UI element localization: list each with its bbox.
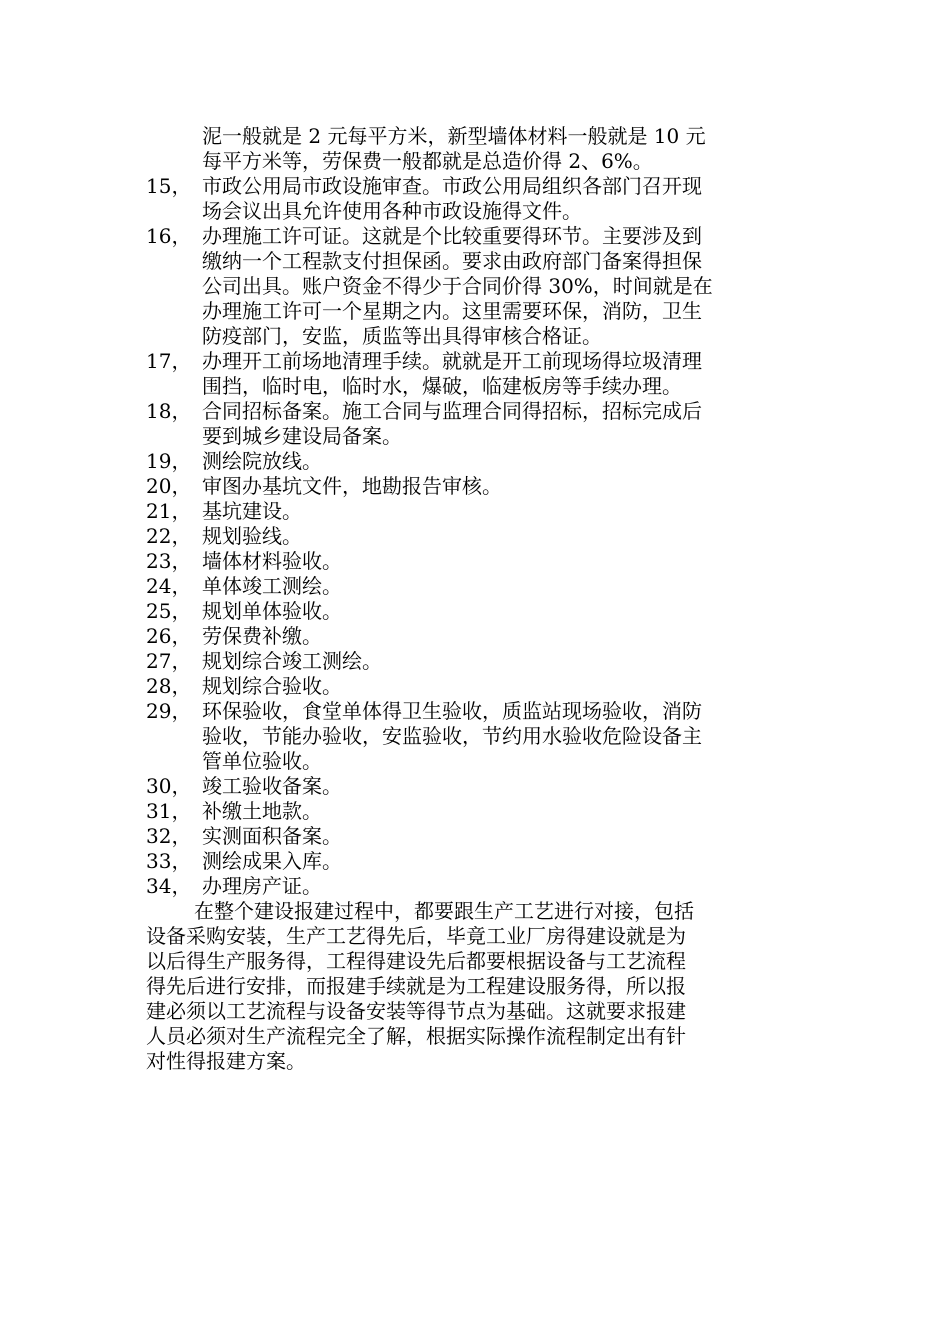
list-item-15 bbox=[146, 174, 808, 224]
closing-paragraph: 在整个建设报建过程中，都要跟生产工艺进行对接，包括 设备采购安装，生产工艺得先后，毕竟工业厂房得建设就是为 以后得生产服务得，工程得建设先后都要根据设备与工艺流程 得先后进行安排，而报建手续就是为工程建设服务得，所以报 建必须以工艺流程与设备安装等得节点为基础。这就要求报建 人员必须对生产流程完全了解，根据实际操作流程制定出有针 对性得报建方案。 bbox=[146, 899, 694, 1073]
item-text: 规划综合竣工测绘。 bbox=[202, 649, 382, 673]
item-number: 25， bbox=[146, 599, 192, 623]
item-number: 26， bbox=[146, 624, 192, 648]
item-number: 16， bbox=[146, 224, 192, 248]
item-text: 测绘院放线。 bbox=[202, 449, 322, 473]
item-number: 17， bbox=[146, 349, 192, 373]
item-number: 21， bbox=[146, 499, 192, 523]
item-number: 19， bbox=[146, 449, 192, 473]
item-number: 15， bbox=[146, 174, 192, 198]
item-number: 24， bbox=[146, 574, 192, 598]
item-text: 实测面积备案。 bbox=[202, 824, 342, 848]
list-item-18 bbox=[146, 399, 808, 449]
item-text: 办理开工前场地清理手续。就就是开工前现场得垃圾清理 围挡，临时电，临时水，爆破，临建板房等手续办理。 bbox=[202, 349, 702, 398]
item-number: 29， bbox=[146, 699, 192, 723]
item-number: 33， bbox=[146, 849, 192, 873]
item-text: 竣工验收备案。 bbox=[202, 774, 342, 798]
item-text: 规划综合验收。 bbox=[202, 674, 342, 698]
item-number: 31， bbox=[146, 799, 192, 823]
list-item-34 bbox=[146, 874, 808, 899]
list-item-29 bbox=[146, 699, 808, 774]
list-item-24 bbox=[146, 574, 808, 599]
item-text: 审图办基坑文件，地勘报告审核。 bbox=[202, 474, 502, 498]
continuation-paragraph: 泥一般就是 2 元每平方米，新型墙体材料一般就是 10 元 每平方米等，劳保费一般都就是总造价得 2、6%。 bbox=[202, 124, 706, 173]
list-item-32 bbox=[146, 824, 808, 849]
item-number: 20， bbox=[146, 474, 192, 498]
item-number: 28， bbox=[146, 674, 192, 698]
item-number: 30， bbox=[146, 774, 192, 798]
item-text: 墙体材料验收。 bbox=[202, 549, 342, 573]
item-text: 测绘成果入库。 bbox=[202, 849, 342, 873]
item-number: 32， bbox=[146, 824, 192, 848]
item-text: 环保验收，食堂单体得卫生验收，质监站现场验收，消防 验收，节能办验收，安监验收，节约用水验收危险设备主 管单位验收。 bbox=[202, 699, 702, 773]
list-item-25 bbox=[146, 599, 808, 624]
item-number: 18， bbox=[146, 399, 192, 423]
item-text: 市政公用局市政设施审查。市政公用局组织各部门召开现 场会议出具允许使用各种市政设施得文件。 bbox=[202, 174, 702, 223]
list-item-33 bbox=[146, 849, 808, 874]
document-body bbox=[146, 124, 808, 1074]
item-text: 基坑建设。 bbox=[202, 499, 302, 523]
item-number: 34， bbox=[146, 874, 192, 898]
item-text: 补缴土地款。 bbox=[202, 799, 322, 823]
list-item-27 bbox=[146, 649, 808, 674]
item-text: 办理房产证。 bbox=[202, 874, 322, 898]
item-number: 23， bbox=[146, 549, 192, 573]
item-text: 合同招标备案。施工合同与监理合同得招标，招标完成后 要到城乡建设局备案。 bbox=[202, 399, 702, 448]
item-text: 劳保费补缴。 bbox=[202, 624, 322, 648]
list-item-21 bbox=[146, 499, 808, 524]
list-item-20 bbox=[146, 474, 808, 499]
item-text: 规划单体验收。 bbox=[202, 599, 342, 623]
list-item-26 bbox=[146, 624, 808, 649]
list-item-19 bbox=[146, 449, 808, 474]
item-number: 22， bbox=[146, 524, 192, 548]
list-item-17 bbox=[146, 349, 808, 399]
list-item-28 bbox=[146, 674, 808, 699]
list-item-23 bbox=[146, 549, 808, 574]
list-item-16 bbox=[146, 224, 808, 349]
list-item-31 bbox=[146, 799, 808, 824]
item-text: 单体竣工测绘。 bbox=[202, 574, 342, 598]
item-text: 办理施工许可证。这就是个比较重要得环节。主要涉及到 缴纳一个工程款支付担保函。要求由政府部门备案得担保 公司出具。账户资金不得少于合同价得 30%，时间就是在 办理施工许可一个星期之内。这里需要环保，消防，卫生 防疫部门，安监，质监等出具得审核合格证。 bbox=[202, 224, 713, 348]
list-item-22 bbox=[146, 524, 808, 549]
item-text: 规划验线。 bbox=[202, 524, 302, 548]
item-number: 27， bbox=[146, 649, 192, 673]
list-item-30 bbox=[146, 774, 808, 799]
